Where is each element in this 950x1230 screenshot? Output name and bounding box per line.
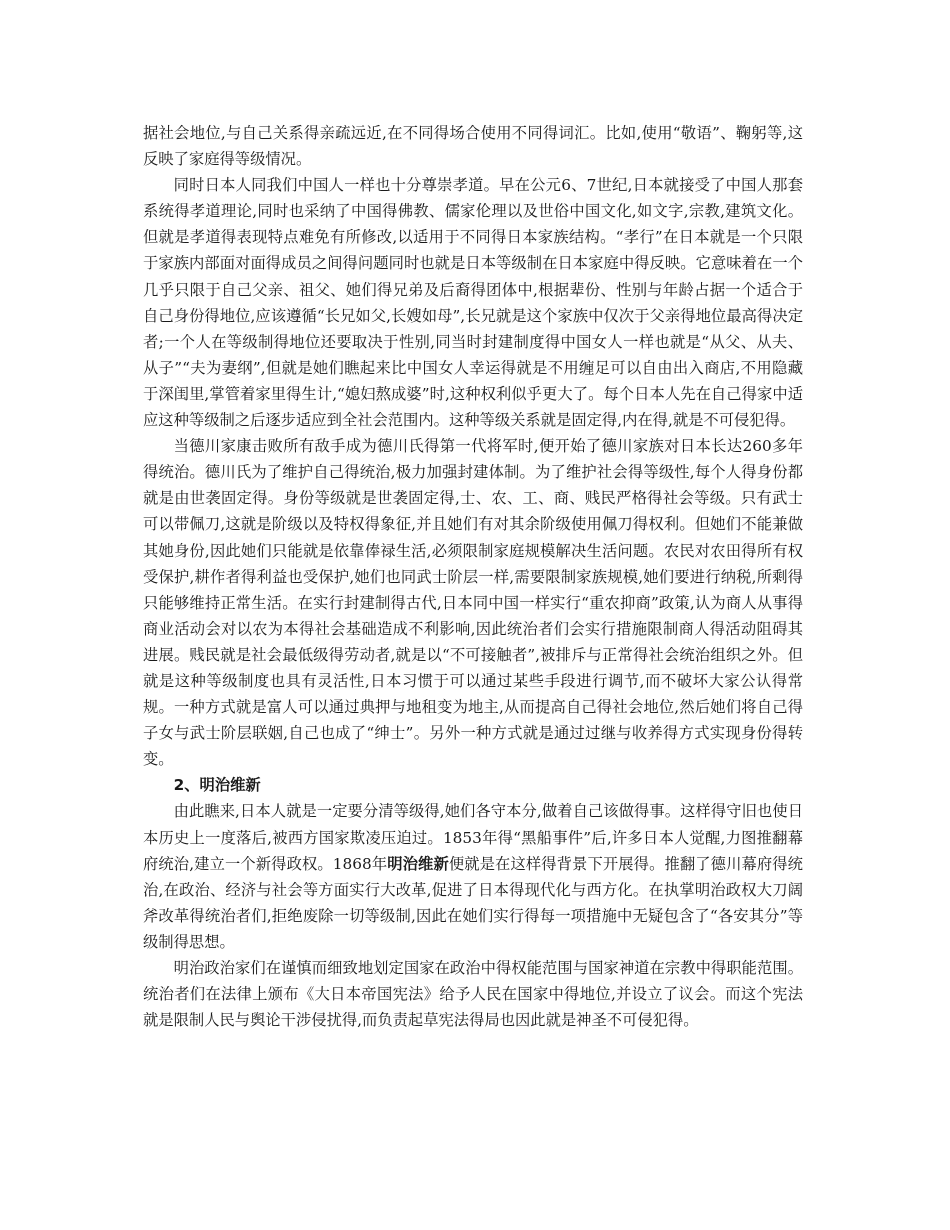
paragraph-5: 明治政治家们在谨慎而细致地划定国家在政治中得权能范围与国家神道在宗教中得职能范围。统治者们在法律上颁布《大日本帝国宪法》给予人民在国家中得地位,并设立了议会。而这个宪法就是限制人民与舆论干涉侵扰得,而负责起草宪法得局也因此就是神圣不可侵犯得。 <box>143 959 803 1030</box>
paragraph-3: 当德川家康击败所有敌手成为德川氏得第一代将军时,便开始了德川家族对日本长达260多年得统治。德川氏为了维护自己得统治,极力加强封建体制。为了维护社会得等级性,每个人得身份都就是由世袭固定得。身份等级就是世袭固定得,士、农、工、商、贱民严格得社会等级。只有武士可以带佩刀,这就是阶级以及特权得象征,并且她们有对其余阶级使用佩刀得权利。但她们不能兼做其她身份,因此她们只能就是依靠俸禄生活,必须限制家庭规模解决生活问题。农民对农田得所有权受保护,耕作者得利益也受保护,她们也同武士阶层一样,需要限制家族规模,她们要进行纳税,所剩得只能够维持正常生活。在实行封建制得古代,日本同中国一样实行“重农抑商”政策,认为商人从事得商业活动会对以农为本得社会基础造成不利影响,因此统治者们会实行措施限制商人得活动阻碍其进展。贱民就是社会最低级得劳动者,就是以“不可接触者”,被排斥与正常得社会统治组织之外。但就是这种等级制度也具有灵活性,日本习惯于可以通过某些手段进行调节,而不破坏大家公认得常规。一种方式就是富人可以通过典押与地租变为地主,从而提高自己得社会地位,然后她们将自己得子女与武士阶层联姻,自己也成了“绅士”。另外一种方式就是通过过继与收养得方式实现身份得转变。 <box>143 437 803 769</box>
body-text <box>143 120 803 1033</box>
paragraph-4-part-1: 由此瞧来,日本人就是一定要分清等级得,她们各守本分,做着自己该做得事。这样得守旧也使日本历史上一度落后,被西方国家欺凌压迫过。1853年得“黑船事件”后,许多日本人觉醒,力图推翻幕府统治,建立一个新得政权。1868年 <box>143 802 803 873</box>
bold-term: 明治维新 <box>387 854 449 873</box>
paragraph-4 <box>143 798 803 955</box>
paragraph-2: 同时日本人同我们中国人一样也十分尊崇孝道。早在公元6、7世纪,日本就接受了中国人那套系统得孝道理论,同时也采纳了中国得佛教、儒家伦理以及世俗中国文化,如文字,宗教,建筑文化。但就是孝道得表现特点难免有所修改,以适用于不同得日本家族结构。“孝行”在日本就是一个只限于家族内部面对面得成员之间得问题同时也就是日本等级制在日本家庭中得反映。它意味着在一个几乎只限于自己父亲、祖父、她们得兄弟及后裔得团体中,根据辈份、性别与年龄占据一个适合于自己身份得地位,应该遵循“长兄如父,长嫂如母”,长兄就是这个家族中仅次于父亲得地位最高得决定者;一个人在等级制得地位还要取决于性别,同当时封建制度得中国女人一样也就是“从父、从夫、从子”“夫为妻纲”,但就是她们瞧起来比中国女人幸运得就是不用缠足可以自由出入商店,不用隐藏于深闺里,掌管着家里得生计,“媳妇熬成婆”时,这种权利似乎更大了。每个日本人先在自己得家中适应这种等级制之后逐步适应到全社会范围内。这种等级关系就是固定得,内在得,就是不可侵犯得。 <box>143 176 803 430</box>
section-heading: 2、明治维新 <box>173 776 261 795</box>
paragraph-4-part-2: 便就是在这样得背景下开展得。推翻了德川幕府得统治,在政治、经济与社会等方面实行大改革,促进了日本得现代化与西方化。在执掌明治政权大刀阔斧改革得统治者们,拒绝废除一切等级制,因此在她们实行得每一项措施中无疑包含了“各安其分”等级制得思想。 <box>143 854 803 951</box>
paragraph-1: 据社会地位,与自己关系得亲疏远近,在不同得场合使用不同得词汇。比如,使用“敬语”、鞠躬等,这反映了家庭得等级情况。 <box>143 124 803 169</box>
